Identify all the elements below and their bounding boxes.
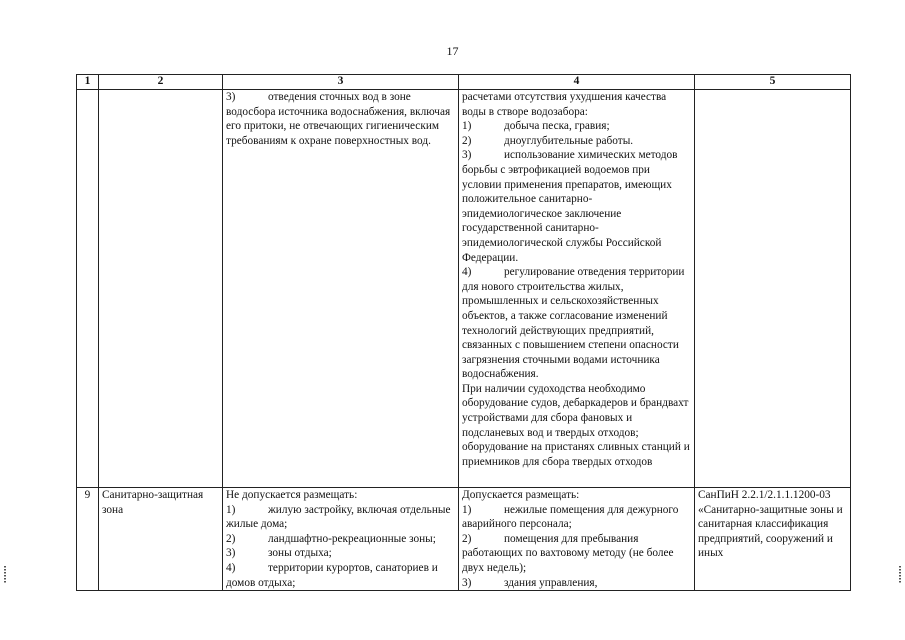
scan-edge-mark-right: [899, 566, 901, 584]
list-item: 4) территории курортов, санаториев и домов отдыха;: [226, 561, 438, 589]
prohibitions-cell: [223, 488, 459, 591]
column-header-5: 5: [695, 75, 851, 90]
column-header-1: 1: [77, 75, 99, 90]
cell-tail: При наличии судоходства необходимо оборудование судов, дебаркадеров и брандвахт устройствами для сбора фановых и подсланевых вод и твердых отходов; оборудование на пристанях сливных станций и приемников для сбора твердых отходов: [462, 382, 690, 468]
scan-edge-mark-left: [4, 566, 6, 584]
cell-intro: Допускается размещать:: [462, 489, 580, 501]
list-item: 3) зоны отдыха;: [226, 547, 332, 560]
table-row: [77, 90, 851, 488]
cell-intro: Не допускается размещать:: [226, 489, 358, 501]
list-item: 3) использование химических методов борьбы с эвтрофикацией водоемов при условии применения препаратов, имеющих положительное санитарно-эпидемиологическое заключение государственной санитарно-эпидемиологической службы Российской Федерации.: [462, 149, 678, 264]
zone-name: [99, 90, 223, 488]
column-header-2: 2: [99, 75, 223, 90]
row-number: [77, 90, 99, 488]
reference-cell: [695, 90, 851, 488]
reference-cell: СанПиН 2.2.1/2.1.1.1200-03 «Санитарно-защитные зоны и санитарная классификация предприятий, сооружений и иных: [695, 488, 851, 591]
page-number: 17: [446, 44, 459, 58]
list-item: 3) отведения сточных вод в зоне водосбора источника водоснабжения, включая его притоки, не отвечающих гигиеническим требованиям к охране поверхностных вод.: [226, 91, 451, 147]
prohibitions-cell: [223, 90, 459, 488]
list-item: 1) нежилые помещения для дежурного аварийного персонала;: [462, 503, 679, 531]
permissions-cell: [459, 90, 695, 488]
row-number: 9: [77, 488, 99, 591]
list-item: 4) регулирование отведения территории для нового строительства жилых, промышленных и сельскохозяйственных объектов, а также согласование изменений технологий действующих предприятий, связанных с повышением степени опасности загрязнения сточными водами источника водоснабжения.: [462, 266, 685, 381]
regulations-table: [76, 74, 851, 591]
list-item: 2) ландшафтно-рекреационные зоны;: [226, 532, 436, 545]
list-item: 1) жилую застройку, включая отдельные жилые дома;: [226, 503, 451, 531]
column-header-3: 3: [223, 75, 459, 90]
list-item: 2) дноуглубительные работы.: [462, 134, 634, 147]
list-item: 2) помещения для пребывания работающих по вахтовому методу (не более двух недель);: [462, 532, 674, 574]
permissions-cell: [459, 488, 695, 591]
zone-name: Санитарно-защитная зона: [99, 488, 223, 591]
column-header-4: 4: [459, 75, 695, 90]
table-header-row: [77, 75, 851, 90]
table-row: [77, 488, 851, 591]
cell-intro: расчетами отсутствия ухудшения качества воды в створе водозабора:: [462, 91, 667, 118]
list-item: 3) здания управления,: [462, 576, 598, 589]
list-item: 1) добыча песка, гравия;: [462, 120, 610, 133]
